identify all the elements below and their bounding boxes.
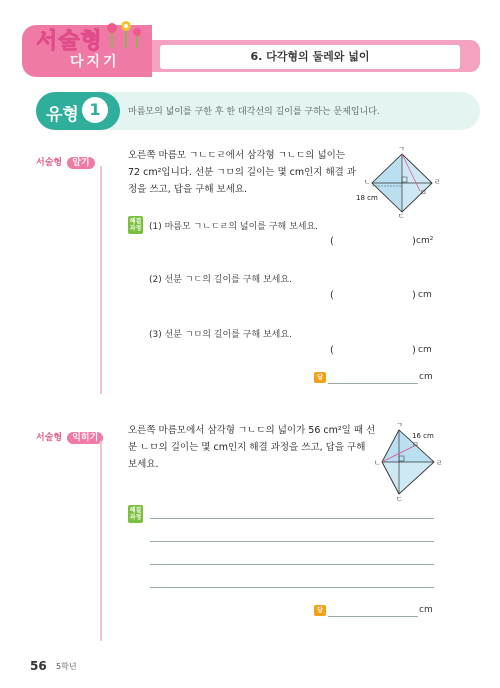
- question-line: 오른쪽 마름모에서 삼각형 ㄱㄴㄷ의 넓이가 56 cm²일 때 선: [128, 425, 376, 436]
- section1-tag-main: 서술형: [36, 158, 63, 168]
- step-3-paren-close: ): [412, 345, 416, 356]
- answer-unit-2: cm: [419, 605, 433, 615]
- figure2-vertex-bottom: ㄷ: [396, 495, 403, 503]
- answer-unit-1: cm: [419, 372, 433, 382]
- figure2-vertex-left: ㄴ: [374, 459, 381, 467]
- question-line: 분 ㄴㅁ의 길이는 몇 cm인지 해결 과정을 쓰고, 답을 구해: [128, 442, 366, 453]
- section1-side-line: [100, 166, 102, 394]
- answer-line-1[interactable]: [328, 383, 418, 384]
- figure1-measure: 18 cm: [356, 194, 378, 202]
- step-3-paren-open: (: [330, 345, 334, 356]
- step-2-unit: cm: [418, 290, 432, 300]
- figure1-vertex-top: ㄱ: [398, 145, 405, 153]
- writing-line[interactable]: [150, 564, 434, 565]
- grade-label: 5학년: [56, 662, 77, 671]
- step-3-unit: cm: [418, 345, 432, 355]
- figure2-vertex-top: ㄱ: [396, 421, 403, 429]
- question-line: 오른쪽 마름모 ㄱㄴㄷㄹ에서 삼각형 ㄱㄴㄷ의 넓이는: [128, 150, 345, 161]
- figure2-point-m: ㅁ: [412, 441, 419, 449]
- flower-decoration-icon: [104, 20, 144, 50]
- chapter-title: 6. 다각형의 둘레와 넓이: [250, 50, 370, 63]
- section2-tag-sub: 익히기: [67, 432, 103, 444]
- step-1-paren-open: (: [330, 236, 334, 247]
- answer-badge: 답: [314, 372, 326, 383]
- step-1-unit: cm²: [416, 236, 434, 246]
- type-description: 마름모의 넓이를 구한 후 한 대각선의 길이를 구하는 문제입니다.: [128, 107, 380, 117]
- step-2-paren-open: (: [330, 290, 334, 301]
- section1-tag: [36, 150, 95, 169]
- step-2-text: (2) 선분 ㄱㄷ의 길이를 구해 보세요.: [149, 275, 292, 285]
- writing-line[interactable]: [150, 587, 434, 588]
- brand-title-bottom: 다지기: [70, 54, 120, 70]
- section2-question: [128, 422, 378, 473]
- writing-line[interactable]: [150, 518, 434, 519]
- section2-tag: [36, 425, 103, 444]
- question-line: 보세요.: [128, 459, 159, 470]
- question-line: 정을 쓰고, 답을 구해 보세요.: [128, 184, 248, 195]
- figure1-point-m: ㅁ: [420, 189, 427, 197]
- answer-line-2[interactable]: [328, 616, 418, 617]
- process-badge: 해결 과정: [129, 218, 142, 232]
- step-1-paren-close: ): [412, 236, 416, 247]
- figure2-measure: 16 cm: [412, 432, 434, 440]
- step-1-text: (1) 마름모 ㄱㄴㄷㄹ의 넓이를 구해 보세요.: [149, 222, 319, 232]
- figure1-vertex-bottom: ㄷ: [398, 212, 405, 220]
- figure1-vertex-right: ㄹ: [434, 178, 441, 186]
- type-number: 1: [82, 97, 108, 123]
- section1-question: [128, 147, 364, 198]
- figure1-vertex-left: ㄴ: [364, 178, 371, 186]
- step-3-text: (3) 선분 ㄱㅁ의 길이를 구해 보세요.: [149, 330, 292, 340]
- type-label: 유형: [46, 105, 79, 125]
- question-line: 72 cm²입니다. 선분 ㄱㅁ의 길이는 몇 cm인지 해결 과: [128, 167, 357, 178]
- writing-line[interactable]: [150, 541, 434, 542]
- brand-title-top: 서술형: [36, 29, 103, 54]
- section2-tag-main: 서술형: [36, 433, 63, 443]
- answer-badge: 답: [314, 605, 326, 616]
- step-2-paren-close: ): [412, 290, 416, 301]
- page-number: 56: [30, 659, 47, 673]
- section2-side-line: [100, 441, 102, 641]
- figure2-vertex-right: ㄹ: [436, 459, 443, 467]
- process-badge: 해결 과정: [129, 507, 142, 521]
- section1-tag-sub: 알기: [67, 157, 94, 169]
